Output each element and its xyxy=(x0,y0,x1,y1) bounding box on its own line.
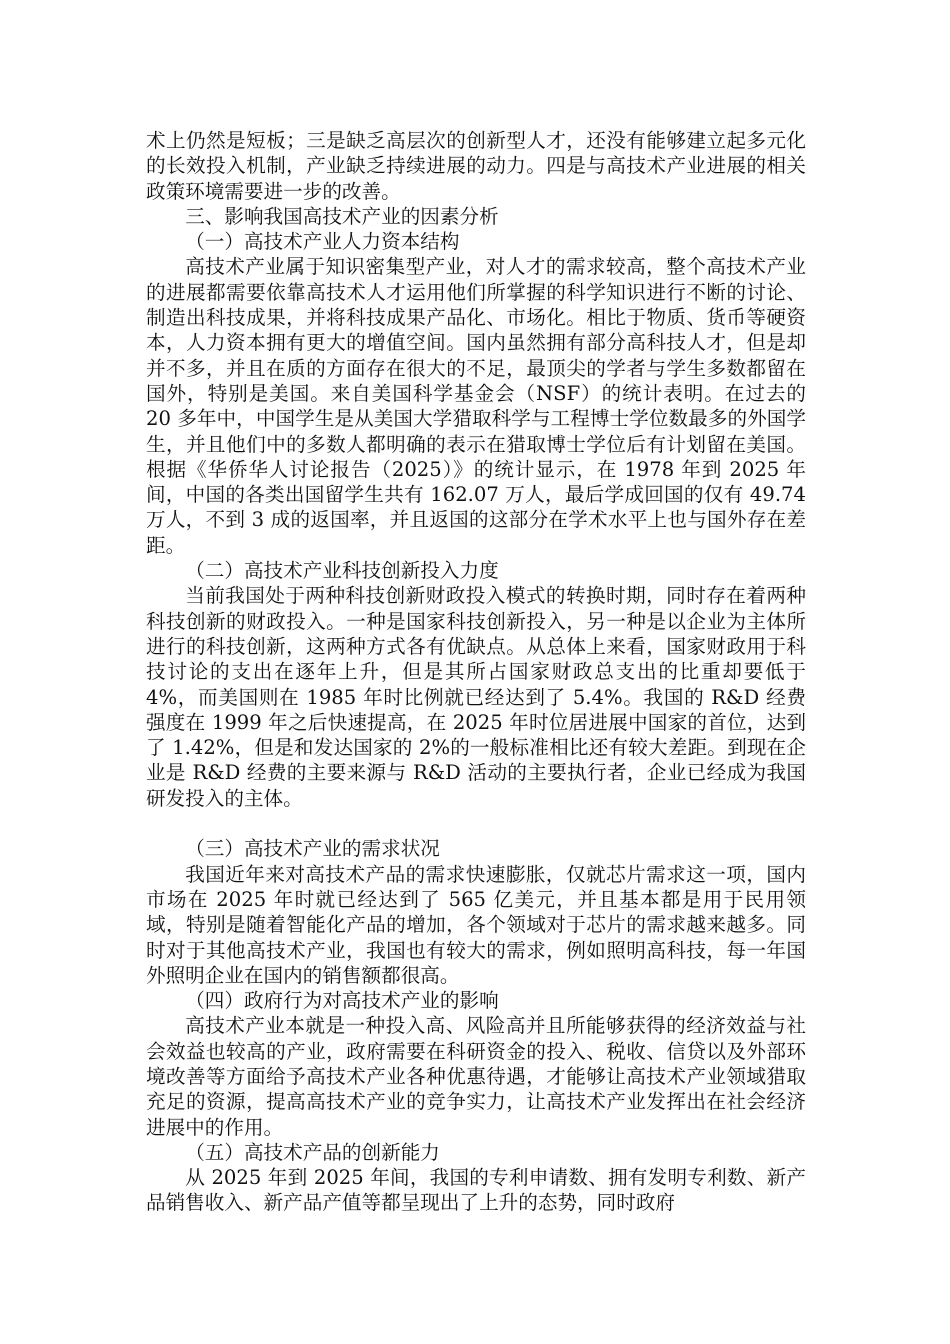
document-page xyxy=(146,128,806,1216)
paragraph-innovation-investment: 当前我国处于两种科技创新财政投入模式的转换时期，同时存在着两种科技创新的财政投入。一种是国家科技创新投入，另一种是以企业为主体所进行的科技创新，这两种方式各有优缺点。从总体上来看，国家财政用于科技讨论的支出在逐年上升，但是其所占国家财政总支出的比重却要低于 4%，而美国则在 1985 年时比例就已经达到了 5.4%。我国的 R&D 经费强度在 1999 年之后快速提高，在 2025 年时位居进展中国家的首位，达到了 1.42%，但是和发达国家的 2%的一般标准相比还有较大差距。到现在企业是 R&D 经费的主要来源与 R&D 活动的主要执行者，企业已经成为我国研发投入的主体。 xyxy=(146,584,806,810)
subsection-heading-innovation-capability: （五）高技术产品的创新能力 xyxy=(185,1140,440,1164)
subsection-heading-government: （四）政府行为对高技术产业的影响 xyxy=(185,989,499,1013)
blank-line xyxy=(146,811,806,836)
subsection-heading-human-capital: （一）高技术产业人力资本结构 xyxy=(185,230,460,254)
paragraph-government: 高技术产业本就是一种投入高、风险高并且所能够获得的经济效益与社会效益也较高的产业，政府需要在科研资金的投入、税收、信贷以及外部环境改善等方面给予高技术产业各种优惠待遇，才能够让高技术产业领域猎取充足的资源，提高高技术产业的竞争实力，让高技术产业发挥出在社会经济进展中的作用。 xyxy=(146,1014,806,1139)
section-heading-factors: 三、影响我国高技术产业的因素分析 xyxy=(185,204,499,228)
paragraph-continuation: 术上仍然是短板；三是缺乏高层次的创新型人才，还没有能够建立起多元化的长效投入机制，产业缺乏持续进展的动力。四是与高技术产业进展的相关政策环境需要进一步的改善。 xyxy=(146,129,806,203)
subsection-heading-demand: （三）高技术产业的需求状况 xyxy=(185,837,440,861)
paragraph-innovation-capability: 从 2025 年到 2025 年间，我国的专利申请数、拥有发明专利数、新产品销售收入、新产品产值等都呈现出了上升的态势，同时政府 xyxy=(146,1166,806,1215)
paragraph-demand: 我国近年来对高技术产品的需求快速膨胀，仅就芯片需求这一项，国内市场在 2025 年时就已经达到了 565 亿美元，并且基本都是用于民用领域，特别是随着智能化产品的增加，各个领域对于芯片的需求越来越多。同时对于其他高技术产业，我国也有较大的需求，例如照明高科技，每一年国外照明企业在国内的销售额都很高。 xyxy=(146,862,806,987)
subsection-heading-innovation-investment: （二）高技术产业科技创新投入力度 xyxy=(185,559,499,583)
paragraph-human-capital: 高技术产业属于知识密集型产业，对人才的需求较高，整个高技术产业的进展都需要依靠高技术人才运用他们所掌握的科学知识进行不断的讨论、制造出科技成果，并将科技成果产品化、市场化。相比于物质、货币等硬资本，人力资本拥有更大的增值空间。国内虽然拥有部分高科技人才，但是却并不多，并且在质的方面存在很大的不足，最顶尖的学者与学生多数都留在国外，特别是美国。来自美国科学基金会（NSF）的统计表明。在过去的 20 多年中，中国学生是从美国大学猎取科学与工程博士学位数最多的外国学生，并且他们中的多数人都明确的表示在猎取博士学位后有计划留在美国。根据《华侨华人讨论报告（2025）》的统计显示，在 1978 年到 2025 年间，中国的各类出国留学生共有 162.07 万人，最后学成回国的仅有 49.74 万人，不到 3 成的返国率，并且返国的这部分在学术水平上也与国外存在差距。 xyxy=(146,255,806,557)
